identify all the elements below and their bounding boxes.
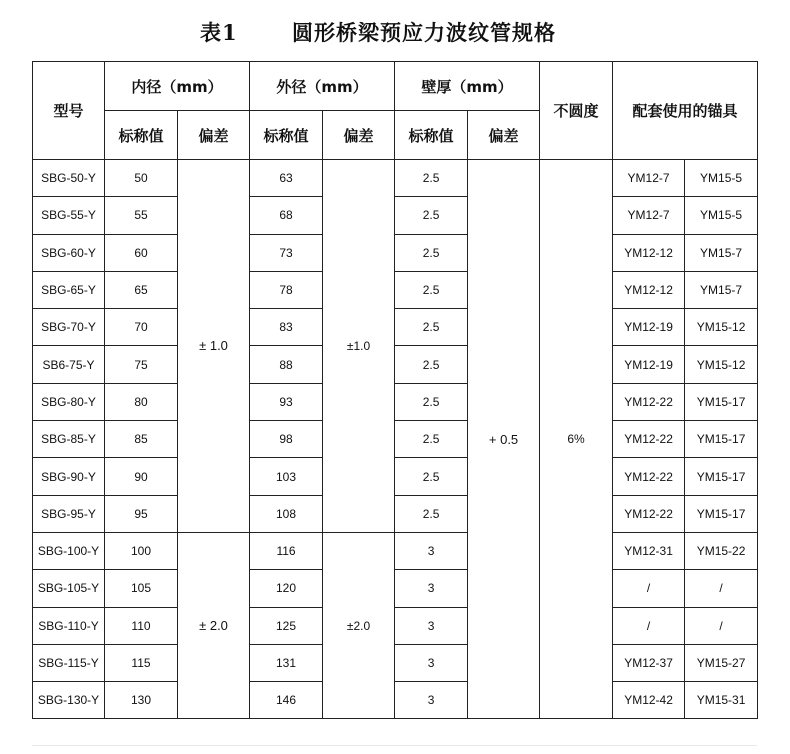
cell-outer-nominal: 88 xyxy=(250,346,323,383)
table-row xyxy=(33,309,758,346)
cell-anchor-ym15: / xyxy=(685,570,758,607)
cell-inner-deviation: ± 1.0 xyxy=(178,160,250,533)
cell-anchor-ym12: YM12-22 xyxy=(613,383,685,420)
cell-anchor-ym12: YM12-19 xyxy=(613,346,685,383)
cell-inner-nominal: 85 xyxy=(105,421,178,458)
cell-anchor-ym12: YM12-31 xyxy=(613,532,685,569)
cell-wall-nominal: 2.5 xyxy=(395,346,468,383)
cell-model: SBG-50-Y xyxy=(33,160,105,197)
cell-inner-nominal: 105 xyxy=(105,570,178,607)
cell-inner-nominal: 115 xyxy=(105,644,178,681)
cell-model: SBG-85-Y xyxy=(33,421,105,458)
cell-inner-nominal: 65 xyxy=(105,271,178,308)
cell-anchor-ym12: YM12-22 xyxy=(613,421,685,458)
cell-outer-nominal: 116 xyxy=(250,532,323,569)
cell-outer-nominal: 63 xyxy=(250,160,323,197)
cell-wall-nominal: 2.5 xyxy=(395,197,468,234)
cell-outer-nominal: 108 xyxy=(250,495,323,532)
cell-anchor-ym15: YM15-17 xyxy=(685,495,758,532)
cell-model: SBG-80-Y xyxy=(33,383,105,420)
cell-anchor-ym12: YM12-19 xyxy=(613,309,685,346)
bottom-divider xyxy=(32,745,757,746)
cell-wall-nominal: 2.5 xyxy=(395,458,468,495)
table-row xyxy=(33,421,758,458)
cell-inner-nominal: 110 xyxy=(105,607,178,644)
cell-model: SBG-65-Y xyxy=(33,271,105,308)
table-row xyxy=(33,197,758,234)
header-anchor: 配套使用的锚具 xyxy=(613,62,758,160)
header-wall-thickness: 壁厚（mm） xyxy=(395,62,540,111)
cell-wall-deviation: + 0.5 xyxy=(468,160,540,719)
spec-table xyxy=(32,61,758,719)
cell-anchor-ym12: YM12-42 xyxy=(613,682,685,719)
header-model: 型号 xyxy=(33,62,105,160)
cell-outer-nominal: 73 xyxy=(250,234,323,271)
cell-anchor-ym15: / xyxy=(685,607,758,644)
cell-anchor-ym15: YM15-22 xyxy=(685,532,758,569)
cell-anchor-ym15: YM15-27 xyxy=(685,644,758,681)
cell-anchor-ym15: YM15-7 xyxy=(685,234,758,271)
cell-wall-nominal: 3 xyxy=(395,682,468,719)
cell-outer-nominal: 125 xyxy=(250,607,323,644)
table-row xyxy=(33,383,758,420)
cell-anchor-ym12: / xyxy=(613,570,685,607)
table-row xyxy=(33,458,758,495)
cell-model: SBG-55-Y xyxy=(33,197,105,234)
cell-inner-nominal: 130 xyxy=(105,682,178,719)
header-roundness: 不圆度 xyxy=(540,62,613,160)
cell-anchor-ym12: YM12-7 xyxy=(613,197,685,234)
cell-outer-nominal: 78 xyxy=(250,271,323,308)
cell-anchor-ym15: YM15-12 xyxy=(685,346,758,383)
table-row xyxy=(33,682,758,719)
cell-anchor-ym15: YM15-17 xyxy=(685,458,758,495)
cell-model: SB6-75-Y xyxy=(33,346,105,383)
cell-model: SBG-90-Y xyxy=(33,458,105,495)
cell-outer-nominal: 98 xyxy=(250,421,323,458)
table-row xyxy=(33,346,758,383)
table-row xyxy=(33,234,758,271)
table-row xyxy=(33,607,758,644)
cell-wall-nominal: 2.5 xyxy=(395,309,468,346)
cell-inner-nominal: 55 xyxy=(105,197,178,234)
cell-anchor-ym12: YM12-12 xyxy=(613,234,685,271)
cell-anchor-ym15: YM15-17 xyxy=(685,421,758,458)
cell-inner-nominal: 100 xyxy=(105,532,178,569)
cell-wall-nominal: 2.5 xyxy=(395,495,468,532)
table-number: 表1 xyxy=(200,20,238,45)
cell-inner-deviation: ± 2.0 xyxy=(178,532,250,718)
cell-model: SBG-105-Y xyxy=(33,570,105,607)
header-wall-nominal: 标称值 xyxy=(395,111,468,160)
table-row xyxy=(33,644,758,681)
table-row xyxy=(33,495,758,532)
cell-inner-nominal: 80 xyxy=(105,383,178,420)
cell-anchor-ym12: YM12-7 xyxy=(613,160,685,197)
table-row xyxy=(33,570,758,607)
cell-outer-nominal: 83 xyxy=(250,309,323,346)
cell-outer-deviation: ±1.0 xyxy=(323,160,395,533)
table-row xyxy=(33,160,758,197)
header-outer-deviation: 偏差 xyxy=(323,111,395,160)
cell-model: SBG-70-Y xyxy=(33,309,105,346)
header-inner-deviation: 偏差 xyxy=(178,111,250,160)
cell-wall-nominal: 2.5 xyxy=(395,160,468,197)
cell-inner-nominal: 90 xyxy=(105,458,178,495)
cell-anchor-ym15: YM15-31 xyxy=(685,682,758,719)
cell-outer-nominal: 131 xyxy=(250,644,323,681)
table-title xyxy=(0,0,790,62)
header-outer-nominal: 标称值 xyxy=(250,111,323,160)
cell-outer-nominal: 93 xyxy=(250,383,323,420)
cell-model: SBG-115-Y xyxy=(33,644,105,681)
cell-anchor-ym12: / xyxy=(613,607,685,644)
cell-anchor-ym15: YM15-5 xyxy=(685,197,758,234)
cell-model: SBG-130-Y xyxy=(33,682,105,719)
cell-anchor-ym15: YM15-7 xyxy=(685,271,758,308)
cell-roundness: 6% xyxy=(540,160,613,719)
cell-anchor-ym15: YM15-5 xyxy=(685,160,758,197)
cell-inner-nominal: 50 xyxy=(105,160,178,197)
spec-table-body xyxy=(33,160,758,719)
cell-anchor-ym12: YM12-22 xyxy=(613,495,685,532)
cell-model: SBG-95-Y xyxy=(33,495,105,532)
cell-wall-nominal: 3 xyxy=(395,644,468,681)
cell-wall-nominal: 3 xyxy=(395,607,468,644)
cell-anchor-ym15: YM15-12 xyxy=(685,309,758,346)
cell-anchor-ym12: YM12-22 xyxy=(613,458,685,495)
table-caption: 圆形桥梁预应力波纹管规格 xyxy=(292,20,556,45)
cell-inner-nominal: 95 xyxy=(105,495,178,532)
cell-inner-nominal: 75 xyxy=(105,346,178,383)
cell-inner-nominal: 60 xyxy=(105,234,178,271)
header-inner-diameter: 内径（mm） xyxy=(105,62,250,111)
cell-outer-nominal: 146 xyxy=(250,682,323,719)
cell-wall-nominal: 2.5 xyxy=(395,234,468,271)
cell-model: SBG-60-Y xyxy=(33,234,105,271)
cell-anchor-ym12: YM12-37 xyxy=(613,644,685,681)
cell-wall-nominal: 3 xyxy=(395,570,468,607)
cell-outer-nominal: 68 xyxy=(250,197,323,234)
cell-wall-nominal: 2.5 xyxy=(395,271,468,308)
header-outer-diameter: 外径（mm） xyxy=(250,62,395,111)
cell-outer-nominal: 120 xyxy=(250,570,323,607)
cell-wall-nominal: 2.5 xyxy=(395,421,468,458)
cell-wall-nominal: 3 xyxy=(395,532,468,569)
cell-wall-nominal: 2.5 xyxy=(395,383,468,420)
cell-anchor-ym12: YM12-12 xyxy=(613,271,685,308)
header-wall-deviation: 偏差 xyxy=(468,111,540,160)
table-row xyxy=(33,271,758,308)
cell-anchor-ym15: YM15-17 xyxy=(685,383,758,420)
cell-model: SBG-110-Y xyxy=(33,607,105,644)
cell-outer-nominal: 103 xyxy=(250,458,323,495)
table-row xyxy=(33,532,758,569)
header-inner-nominal: 标称值 xyxy=(105,111,178,160)
cell-model: SBG-100-Y xyxy=(33,532,105,569)
cell-inner-nominal: 70 xyxy=(105,309,178,346)
cell-outer-deviation: ±2.0 xyxy=(323,532,395,718)
